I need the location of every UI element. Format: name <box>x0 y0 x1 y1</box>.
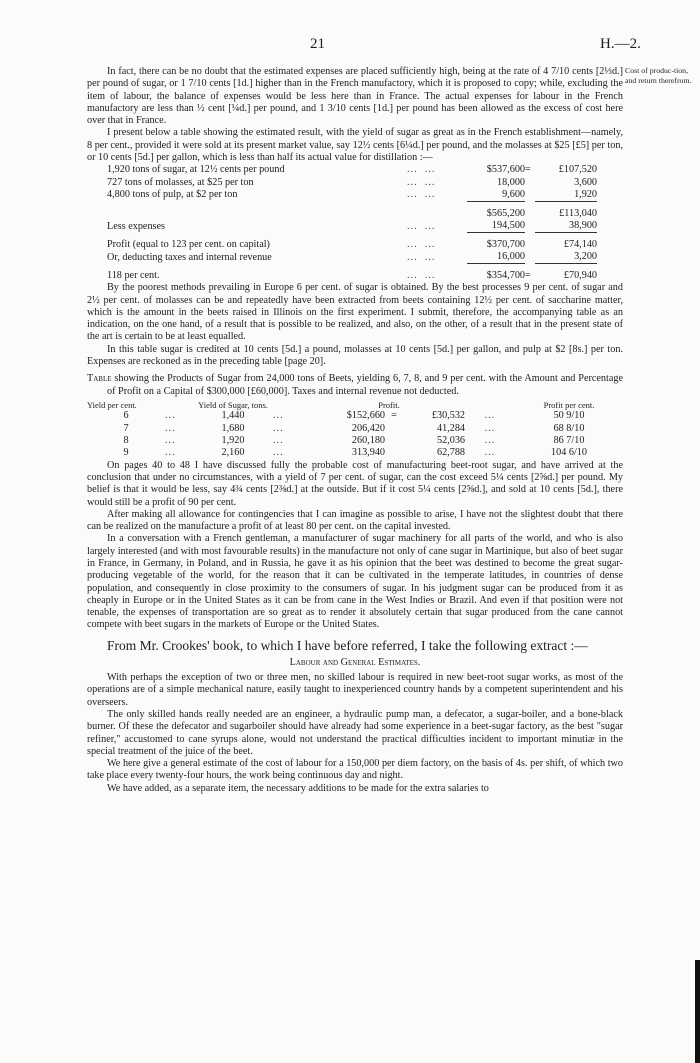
table-row: Profit (equal to 123 per cent. on capital) ... ... $370,700 £74,140 <box>107 238 597 250</box>
dollar-value: $370,700 <box>486 238 525 250</box>
dollar-value: 194,500 <box>491 220 525 232</box>
row-label: 118 per cent. <box>107 269 160 281</box>
products-table <box>87 401 623 460</box>
pounds-cell: 52,036 <box>436 435 465 447</box>
paragraph: With perhaps the exception of two or three men, no skilled labour is required in new beet-root sugar works, as most of the operations are of a simple mechanical nature, easily taught to inexperienced country hands by a competent superintendent and his overseers. <box>87 672 623 708</box>
dollars-cell: 260,180 <box>351 435 385 447</box>
header-profit: Profit. <box>378 399 400 410</box>
caption-lead: Table <box>87 373 112 385</box>
pound-value: £70,940 <box>563 269 597 281</box>
tons-cell: 2,160 <box>221 447 245 459</box>
main-text <box>87 66 623 795</box>
header-profit-pct: Profit per cent. <box>543 399 595 410</box>
pounds-cell: 62,788 <box>436 447 465 459</box>
table-row: 4,800 tons of pulp, at $2 per ton ... ... 9,600 1,920 <box>107 188 597 201</box>
subtotal-row <box>107 208 597 220</box>
paragraph: We have added, as a separate item, the necessary additions to be made for the extra salaries to <box>107 782 489 794</box>
pounds-cell: 41,284 <box>436 422 465 434</box>
equals-sign: = <box>525 269 531 281</box>
document-code: H.—2. <box>600 36 641 52</box>
pound-value: £113,040 <box>559 207 597 219</box>
paragraph: In a conversation with a French gentleman, a manufacturer of sugar machinery for all parts of the world, and who is also largely interested (and with most favourable results) in the manufacture not only of cane sugar in Martinique, but also of beet sugar in France, in Germany, in Poland, and in Russia, he gave it as his opinion that the beet was destined to become the great sugar-producing vegetable of the world, for the reason that it can be cultivated in the temperate latitudes, in countries of dense population, and consequently in close proximity to the consumers of sugar. In his judgment sugar can be produced from it as cheaply in Europe or in the United States as it can be from cane in the West Indies or Brazil. And even if that position were not tenable, the expenses of transportation are so great as to render it absolutely certain that sugar produced from the cane cannot compete with beet sugars in the markets of Europe or the United States. <box>87 533 623 631</box>
yield-cell: 8 <box>123 435 129 447</box>
tons-cell: 1,920 <box>221 435 245 447</box>
yield-cell: 6 <box>123 410 129 422</box>
section-heading: Labour and General Estimates. <box>289 656 421 668</box>
equals-sign <box>385 447 403 459</box>
scan-edge <box>695 960 700 1063</box>
yield-cell: 9 <box>123 447 129 459</box>
dollar-value: $565,200 <box>486 207 525 219</box>
equals-sign <box>525 189 535 202</box>
pct-cell: 104 6/10 <box>551 447 587 459</box>
dollar-value: 9,600 <box>502 188 525 200</box>
equals-sign: = <box>391 410 397 422</box>
row-label: 727 tons of molasses, at $25 per ton <box>107 176 254 188</box>
table-row: 8 ... 1,920 ... 260,180 52,036 ... 86 7/10 <box>87 435 623 447</box>
row-label: 4,800 tons of pulp, at $2 per ton <box>107 189 238 201</box>
page-number: 21 <box>310 36 325 52</box>
pound-value: 3,200 <box>574 251 597 263</box>
table-row: 9 ... 2,160 ... 313,940 62,788 ... 104 6/10 <box>87 447 623 459</box>
table-caption <box>87 373 623 398</box>
paragraph: The only skilled hands really needed are an engineer, a hydraulic pump man, a defecator, a sugar-boiler, and a bone-black burner. Of these the defecator and sugarboiler should have already had some experience in a beet-sugar factory, as the best "sugar refiner," accustomed to cane syrups alone, would not understand the practical difficulties incident to important minutiæ in the special treatment of the juice of the beet. <box>87 708 623 757</box>
table-row: 118 per cent. ... ... $354,700 = £70,940 <box>107 269 597 281</box>
pct-cell: 86 7/10 <box>553 435 585 447</box>
pound-value: 38,900 <box>568 220 597 232</box>
paragraph: In fact, there can be no doubt that the estimated expenses are placed sufficiently high, being at the rate of 4 7/10 cents [2⅓d.] per pound of sugar, or 1 7/10 cents [1d.] higher than in the French manufactory, which it is proposed to copy; while, excluding the item of labour, the balance of expenses would be less here than in France. The actual expenses for labour in the French manufactory are less than ½ cent [¼d.] per pound, and 1 3/10 cents [1d.] per pound has been allowed as the excess of cost here over that in France. <box>87 66 623 127</box>
equals-sign: = <box>525 164 531 176</box>
equals-sign <box>525 177 535 189</box>
pct-cell: 50 9/10 <box>553 410 585 422</box>
table-row: Less expenses ... ... 194,500 38,900 <box>107 220 597 232</box>
header-yield: Yield per cent. <box>87 399 137 410</box>
pound-value: 3,600 <box>574 176 597 188</box>
equals-sign <box>385 435 403 447</box>
equals-sign <box>385 423 403 435</box>
paragraph-large: From Mr. Crookes' book, to which I have before referred, I take the following extract :— <box>107 637 588 653</box>
table-row: 6 ... 1,440 ... $152,660 = £30,532 ... 50 9/10 <box>87 410 623 422</box>
pound-value: 1,920 <box>574 188 597 200</box>
dollar-value: $537,600 <box>486 164 525 176</box>
paragraph: In this table sugar is credited at 10 cents [5d.] a pound, molasses at 10 cents [5d.] per gallon, and pulp at $2 [8s.] per ton. Expenses are reckoned as in the preceding table [page 20]. <box>87 343 623 368</box>
row-label: Or, deducting taxes and internal revenue <box>107 251 272 263</box>
row-label: 1,920 tons of sugar, at 12½ cents per pound <box>107 164 285 176</box>
yield-cell: 7 <box>123 422 129 434</box>
pct-cell: 68 8/10 <box>553 422 585 434</box>
pound-value: £107,520 <box>558 164 597 176</box>
dollars-cell: 206,420 <box>351 422 385 434</box>
dollar-value: 16,000 <box>496 251 525 263</box>
table-row: Or, deducting taxes and internal revenue ... ... 16,000 3,200 <box>107 251 597 263</box>
table-row: 727 tons of molasses, at $25 per ton ... ... 18,000 3,600 <box>107 176 597 188</box>
paragraph: I present below a table showing the estimated result, with the yield of sugar as great as in the French establishment—namely, 8 per cent., provided it were sold at its present market value, say 12½ cents [6¼d.] per pound, and the molasses at $25 [£5] per ton, or 10 cents [5d.] per gallon, which is less than half its actual value for distillation :— <box>87 127 623 164</box>
margin-note: Cost of produc-tion, and return therefrom. <box>625 66 692 85</box>
tons-cell: 1,440 <box>221 410 245 422</box>
dollar-value: 18,000 <box>496 176 525 188</box>
tons-cell: 1,680 <box>221 422 245 434</box>
table-row: 7 ... 1,680 ... 206,420 41,284 ... 68 8/10 <box>87 423 623 435</box>
paragraph: On pages 40 to 48 I have discussed fully the probable cost of manufacturing beet-root sugar, and have arrived at the conclusion that under no circumstances, with a yield of 7 per cent. of sugar, can the cost exceed 5¼ cents [2⅝d.] per pound. My belief is that it would be less, say 4¾ cents [2⅜d.] at the outside. But if it cost 5¼ cents [2⅝d.], and sold at 10 cents [5d.], there would still be a profit of 90 per cent. <box>87 459 623 508</box>
row-label: Less expenses <box>107 220 165 232</box>
row-label: Profit (equal to 123 per cent. on capital) <box>107 238 270 250</box>
header-sugar: Yield of Sugar, tons. <box>198 399 268 410</box>
pound-value: £74,140 <box>563 238 597 250</box>
table-row: 1,920 tons of sugar, at 12½ cents per pound ... ... $537,600 = £107,520 <box>107 164 597 176</box>
estimate-table <box>107 164 597 282</box>
caption-text: showing the Products of Sugar from 24,000 tons of Beets, yielding 6, 7, 8, and 9 per cent. with the Amount and Percentage of Profit on a Capital of $300,000 [£60,000]. Taxes and internal revenue not deducted. <box>107 373 623 397</box>
paragraph: After making all allowance for contingencies that I can imagine as possible to arise, I have not the slightest doubt that there can be realized on the manufacture a profit of at least 80 per cent. on the capital invested. <box>87 508 623 533</box>
paragraph: By the poorest methods prevailing in Europe 6 per cent. of sugar is obtained. By the best processes 9 per cent. of sugar and 2½ per cent. of molasses can be and repeatedly have been extracted from beets containing 12½ per cent. of saccharine matter, which is the amount in the beets raised in Illinois on the first experiment. I submit, therefore, the accompanying table as an indication, on the one hand, of a result that is possible to be realized, and also, on the other, of a result that in the present state of the art is certain to be at least equalled. <box>87 282 623 343</box>
pounds-cell: £30,532 <box>431 410 465 422</box>
dollars-cell: 313,940 <box>351 447 385 459</box>
dollars-cell: $152,660 <box>346 410 385 422</box>
paragraph: We here give a general estimate of the cost of labour for a 150,000 per diem factory, on the basis of 4s. per shift, of which two take place every twenty-four hours, the work being continuous day and night. <box>87 758 623 782</box>
dollar-value: $354,700 <box>486 269 525 281</box>
